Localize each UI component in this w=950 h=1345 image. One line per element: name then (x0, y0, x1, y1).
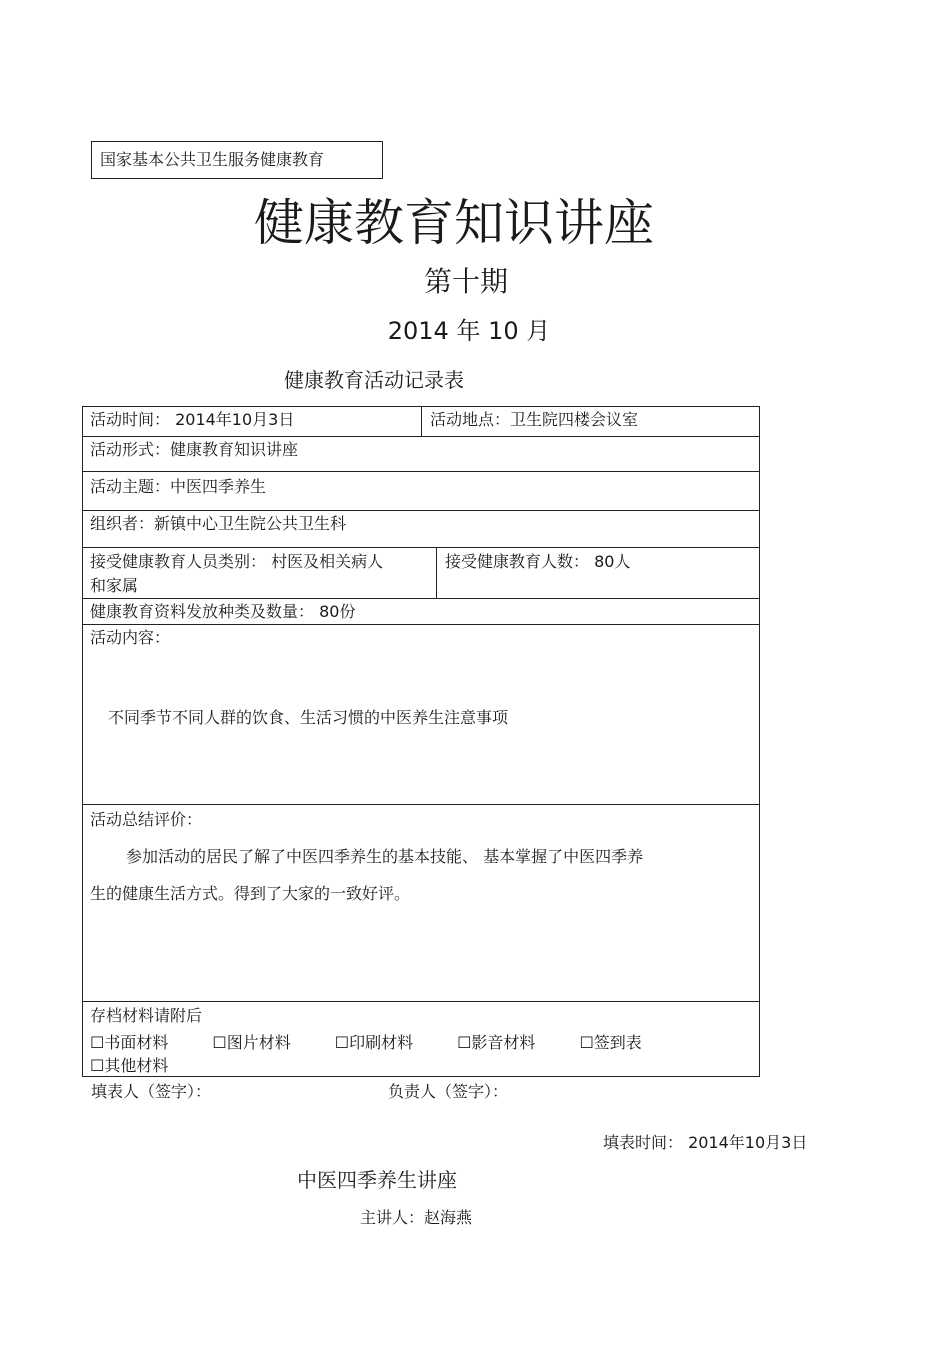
header-box: 国家基本公共卫生服务健康教育 (91, 141, 383, 179)
speaker: 主讲人：赵海燕 (360, 1208, 473, 1227)
manager-signature: 负责人（签字）： (388, 1082, 509, 1101)
summary-line1: 参加活动的居民了解了中医四季养生的基本技能、 基本掌握了中医四季养 (126, 847, 644, 866)
issue-number: 第十期 (423, 265, 508, 298)
row-divider (83, 547, 759, 548)
audience-count: 接受健康教育人数： 80人 (445, 552, 631, 571)
archive-label: 存档材料请附后 (90, 1006, 203, 1025)
col-divider (436, 547, 437, 598)
fill-time: 填表时间： 2014年10月3日 (603, 1133, 808, 1152)
summary-label: 活动总结评价： (90, 810, 203, 829)
content-text: 不同季节不同人群的饮食、生活习惯的中医养生注意事项 (108, 708, 509, 727)
filler-signature: 填表人（签字）： (91, 1082, 212, 1101)
content-label: 活动内容： (90, 628, 171, 647)
activity-time: 活动时间： 2014年10月3日 (90, 410, 295, 429)
row-divider (83, 510, 759, 511)
archive-checkbox[interactable]: ☐签到表 (579, 1033, 642, 1052)
archive-checkbox[interactable]: ☐书面材料 (90, 1033, 169, 1052)
archive-options-row1 (90, 1031, 686, 1055)
organizer: 组织者：新镇中心卫生院公共卫生科 (90, 514, 347, 533)
archive-checkbox[interactable]: ☐影音材料 (457, 1033, 536, 1052)
publication-date: 2014 年 10 月 (387, 317, 551, 345)
audience-type-line1: 接受健康教育人员类别： 村医及相关病人 (90, 552, 384, 571)
activity-record-table (82, 406, 760, 1077)
row-divider (83, 1001, 759, 1002)
row-divider (83, 436, 759, 437)
archive-checkbox[interactable]: ☐其他材料 (90, 1056, 169, 1075)
lecture-title: 中医四季养生讲座 (297, 1168, 457, 1192)
archive-options-row2 (90, 1054, 212, 1078)
summary-line2: 生的健康生活方式。得到了大家的一致好评。 (90, 884, 411, 903)
activity-theme: 活动主题：中医四季养生 (90, 477, 267, 496)
audience-type-line2: 和家属 (90, 576, 139, 595)
archive-checkbox[interactable]: ☐印刷材料 (334, 1033, 414, 1052)
materials-count: 健康教育资料发放种类及数量： 80份 (90, 602, 356, 621)
row-divider (83, 804, 759, 805)
col-divider (421, 407, 422, 436)
activity-location: 活动地点：卫生院四楼会议室 (430, 410, 639, 429)
row-divider (83, 624, 759, 625)
form-title: 健康教育活动记录表 (284, 368, 464, 392)
row-divider (83, 471, 759, 472)
archive-checkbox[interactable]: ☐图片材料 (212, 1033, 291, 1052)
row-divider (83, 598, 759, 599)
main-title: 健康教育知识讲座 (254, 194, 654, 252)
activity-form: 活动形式：健康教育知识讲座 (90, 440, 299, 459)
